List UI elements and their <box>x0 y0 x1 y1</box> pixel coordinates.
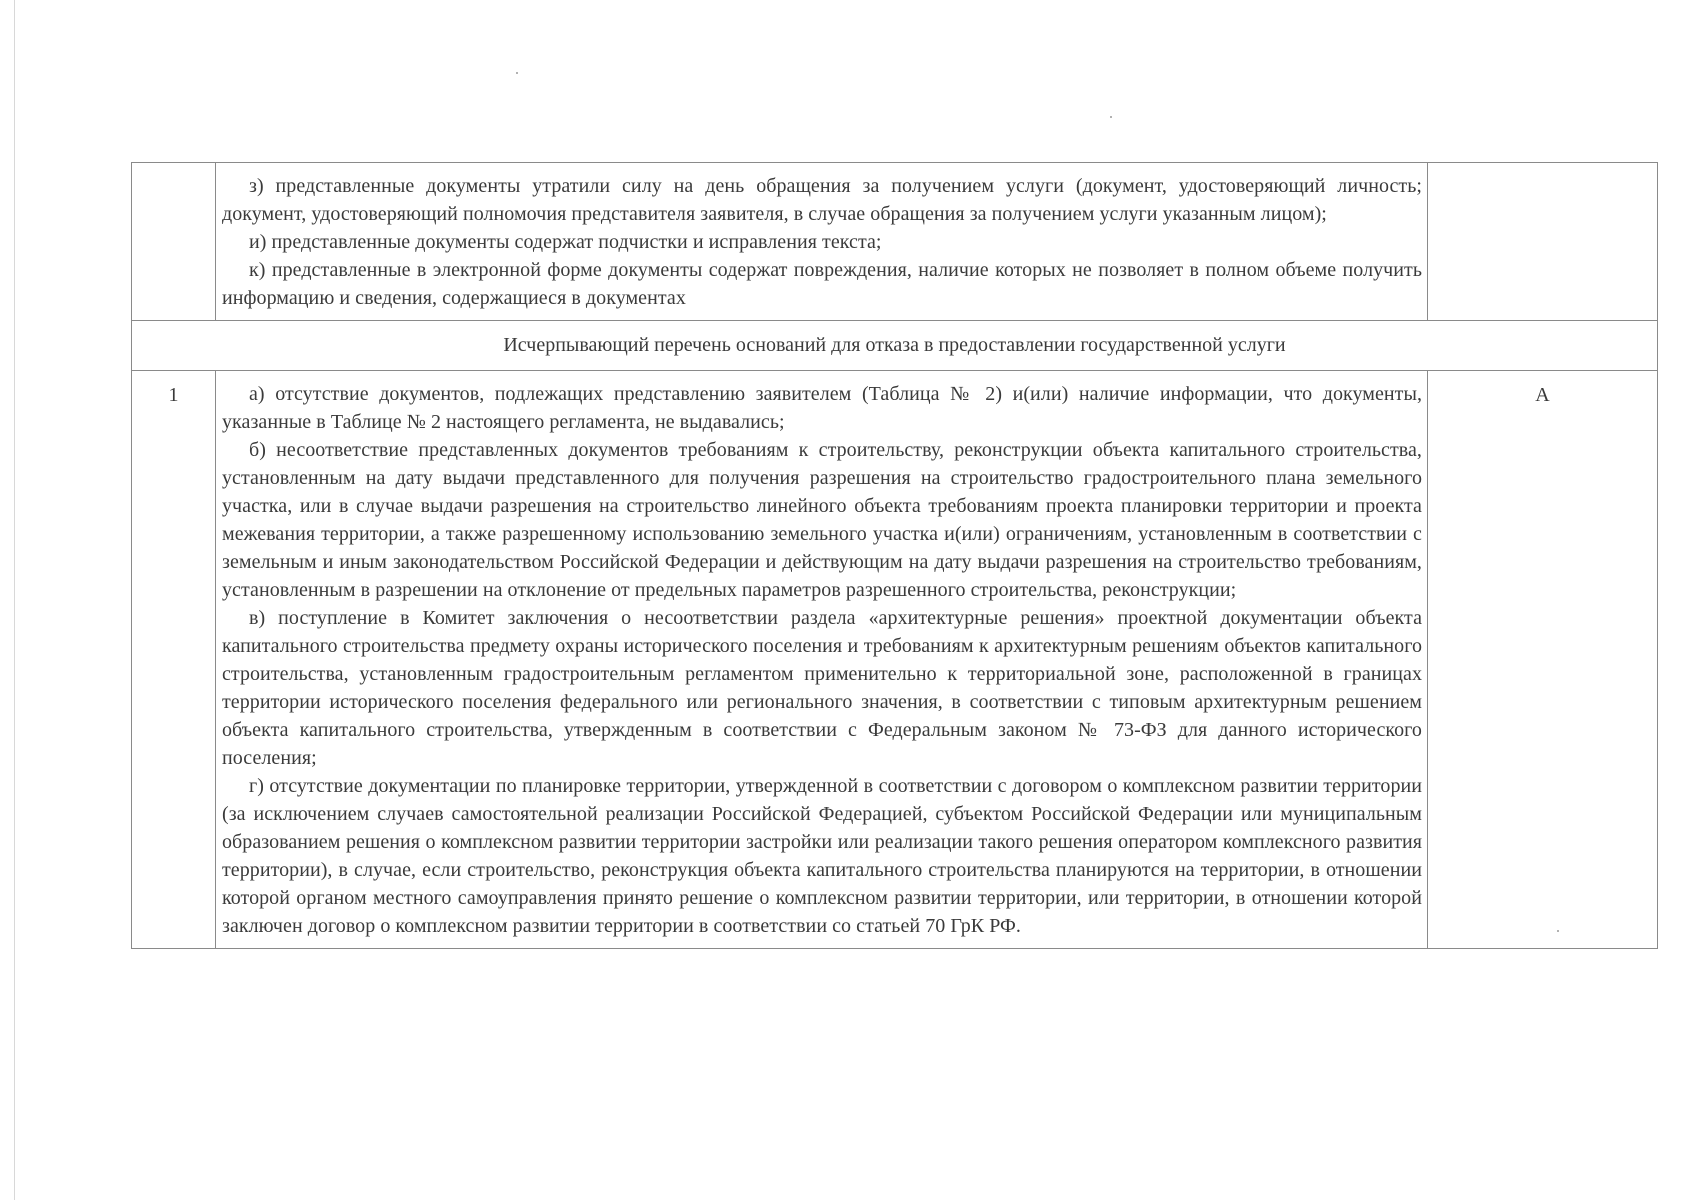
scan-edge-line <box>14 0 15 1200</box>
row-code-cell: А <box>1428 371 1658 949</box>
paragraph-i: и) представленные документы содержат подчистки и исправления текста; <box>249 231 882 253</box>
paragraph-v: в) поступление в Комитет заключения о несоответствии раздела «архитектурные решения» проектной документации объекта капитального строительства предмету охраны исторического поселения и требованиям к архитектурным решениям объектов капитального строительства, установленным градостроительным регламентом применительно к территориальной зоне, расположенной в границах территории исторического поселения федерального или регионального значения, в соответствии с типовым архитектурным решением объекта капитального строительства, утвержденным в соответствии с Федеральным законом № 73-ФЗ для данного исторического поселения; <box>222 607 1422 769</box>
row-text-cell <box>216 163 1428 321</box>
scan-speck <box>516 72 518 74</box>
scan-speck <box>1110 116 1112 118</box>
paragraph-z: з) представленные документы утратили силу на день обращения за получением услуги (документ, удостоверяющий личность; документ, удостоверяющий полномочия представителя заявителя, в случае обращения за получением услуги указанным лицом); <box>222 175 1422 225</box>
table-row-1 <box>132 371 1658 949</box>
table-row-continuation <box>132 163 1658 321</box>
paragraph-a: а) отсутствие документов, подлежащих представлению заявителем (Таблица № 2) и(или) наличие информации, что документы, указанные в Таблице № 2 настоящего регламента, не выдавались; <box>222 383 1422 433</box>
row-text-cell <box>216 371 1428 949</box>
row-number-cell: 1 <box>132 371 216 949</box>
table-row-section-heading <box>132 321 1658 371</box>
grounds-table <box>131 162 1658 949</box>
paragraph-b: б) несоответствие представленных документов требованиям к строительству, реконструкции объекта капитального строительства, установленным на дату выдачи представленного для получения разрешения на строительство градостроительного плана земельного участка, или в случае выдачи разрешения на строительство линейного объекта требованиям проекта планировки территории и проекта межевания территории, а также разрешенному использованию земельного участка и(или) ограничениям, установленным в соответствии с земельным и иным законодательством Российской Федерации и действующим на дату выдачи разрешения на строительство требованиям, установленным в разрешении на отклонение от предельных параметров разрешенного строительства, реконструкции; <box>222 439 1422 601</box>
section-heading: Исчерпывающий перечень оснований для отказа в предоставлении государственной услуги <box>132 321 1658 371</box>
paragraph-k: к) представленные в электронной форме документы содержат повреждения, наличие которых не позволяет в полном объеме получить информацию и сведения, содержащиеся в документах <box>222 259 1422 309</box>
row-number-cell <box>132 163 216 321</box>
row-code-cell <box>1428 163 1658 321</box>
paragraph-g: г) отсутствие документации по планировке территории, утвержденной в соответствии с договором о комплексном развитии территории (за исключением случаев самостоятельной реализации Российской Федерацией, субъектом Российской Федерации или муниципальным образованием решения о комплексном развитии территории застройки или реализации такого решения оператором комплексного развития территории), в случае, если строительство, реконструкция объекта капитального строительства планируются на территории, в отношении которой органом местного самоуправления принято решение о комплексном развитии территории, или территории, в отношении которой заключен договор о комплексном развитии территории в соответствии со статьей 70 ГрК РФ. <box>222 775 1422 937</box>
